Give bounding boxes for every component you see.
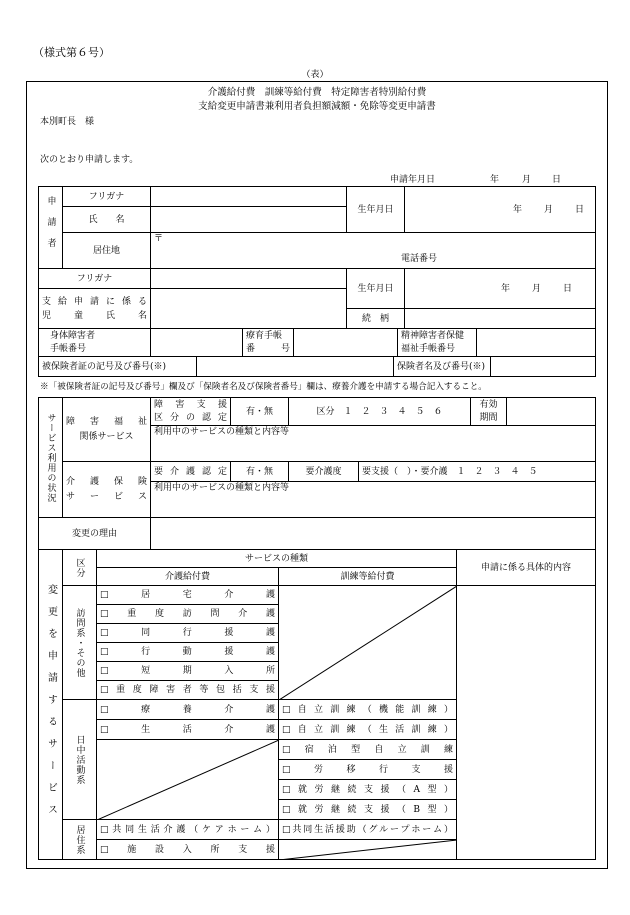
child-birth-month: 月 bbox=[531, 283, 541, 294]
rehab-handbook-field[interactable] bbox=[294, 329, 398, 357]
day-training-item[interactable]: □就労継続支援（B型） bbox=[279, 800, 457, 820]
day-training-item[interactable]: □自立訓練（生活訓練） bbox=[279, 720, 457, 740]
visit-item[interactable]: □同行援護 bbox=[97, 624, 279, 643]
applicant-name-label: 氏 名 bbox=[63, 207, 151, 233]
phone-label: 電話番号 bbox=[401, 254, 438, 264]
insurance-note: ※「被保険者証の記号及び番号」欄及び「保険者名及び保険者番号」欄は、療養介護を申請する場合記入すること。 bbox=[40, 382, 487, 392]
apply-date-label: 申請年月日 bbox=[390, 175, 436, 185]
intro-text: 次のとおり申請します。 bbox=[40, 155, 139, 165]
detail-field[interactable] bbox=[457, 586, 596, 860]
visit-item[interactable]: □短期入所 bbox=[97, 662, 279, 681]
applicant-section-label: 申請者 bbox=[39, 187, 63, 269]
insured-number-field[interactable] bbox=[197, 357, 394, 377]
visit-training-diagonal bbox=[279, 586, 457, 700]
insured-number-label: 被保険者証の記号及び番号(※) bbox=[39, 357, 197, 377]
applicant-address-field[interactable] bbox=[151, 233, 596, 269]
child-birth-year: 年 bbox=[500, 283, 510, 294]
change-services-section-label: 変更を申請するサービス bbox=[39, 550, 63, 860]
page-side-label: （表） bbox=[301, 70, 329, 80]
applicant-birth-month: 月 bbox=[543, 204, 553, 215]
residence-care-item[interactable]: □施設入所支援 bbox=[97, 840, 279, 860]
visit-item[interactable]: □居宅介護 bbox=[97, 586, 279, 605]
child-name-field[interactable] bbox=[151, 289, 347, 329]
applicant-furigana-label: フリガナ bbox=[63, 187, 151, 207]
welfare-service-label: 障害福祉 関係サービス bbox=[63, 398, 151, 462]
applicant-birth-day: 日 bbox=[574, 204, 584, 215]
care-benefit-header: 介護給付費 bbox=[97, 568, 279, 586]
valid-period-label: 有効 期間 bbox=[471, 398, 507, 426]
service-status-table bbox=[38, 397, 596, 550]
applicant-birth-year: 年 bbox=[512, 204, 522, 215]
day-training-item[interactable]: □就労継続支援（A型） bbox=[279, 780, 457, 800]
applicant-name-field[interactable] bbox=[151, 207, 347, 233]
title-line-2: 支給変更申請書兼利用者負担額減額・免除等変更申請書 bbox=[198, 101, 436, 112]
applicant-furigana-field[interactable] bbox=[151, 187, 347, 207]
residence-training-item[interactable]: □共同生活援助（グループホーム） bbox=[279, 820, 457, 840]
care-level-label: 要介護度 bbox=[289, 462, 359, 482]
day-training-item[interactable]: □自立訓練（機能訓練） bbox=[279, 700, 457, 720]
day-care-blank bbox=[97, 740, 279, 820]
visit-item[interactable]: □重度障害者等包括支援 bbox=[97, 681, 279, 700]
visit-item[interactable]: □重度訪問介護 bbox=[97, 605, 279, 624]
child-furigana-label: フリガナ bbox=[39, 269, 151, 289]
handbook-table bbox=[38, 328, 596, 357]
apply-date-year: 年 bbox=[490, 175, 500, 185]
child-relation-field[interactable] bbox=[405, 309, 596, 329]
service-type-header: サービスの種類 bbox=[97, 550, 457, 568]
support-yes-no[interactable]: 有・無 bbox=[231, 398, 289, 426]
care-class-options[interactable]: 要支援（ ）・要介護 １ ２ ３ ４ ５ bbox=[359, 462, 596, 482]
insurer-field[interactable] bbox=[491, 357, 596, 377]
service-status-section-label: サービス利用の状況 bbox=[39, 398, 63, 518]
physical-handbook-field[interactable] bbox=[151, 329, 243, 357]
child-birth-label: 生年月日 bbox=[347, 269, 405, 309]
day-care-diagonal bbox=[97, 740, 279, 820]
child-birth-field[interactable] bbox=[405, 269, 596, 309]
valid-period-field[interactable] bbox=[507, 398, 596, 426]
insurer-label: 保険者名及び番号(※) bbox=[394, 357, 491, 377]
apply-date-month: 月 bbox=[522, 175, 532, 185]
form-number: （様式第６号） bbox=[33, 46, 110, 59]
change-reason-field[interactable] bbox=[151, 518, 596, 550]
applicant-birth-field[interactable] bbox=[405, 187, 596, 233]
title-line-1: 介護給付費 訓練等給付費 特定障害者特別給付費 bbox=[207, 87, 427, 98]
rehab-handbook-label: 療育手帳 番 号 bbox=[243, 329, 294, 357]
detail-header: 申請に係る具体的内容 bbox=[457, 550, 596, 586]
insurance-table bbox=[38, 356, 596, 377]
child-table bbox=[38, 268, 596, 329]
physical-handbook-label: 身体障害者 手帳番号 bbox=[39, 329, 151, 357]
day-care-item[interactable]: □療養介護 bbox=[97, 700, 279, 720]
residence-group-label: 居住系 bbox=[63, 820, 97, 860]
care-yes-no[interactable]: 有・無 bbox=[231, 462, 289, 482]
child-name-label: 支給申請に係る 児 童 氏 名 bbox=[39, 289, 151, 329]
mental-handbook-field[interactable] bbox=[477, 329, 596, 357]
care-insurance-label: 介護保険 サービス bbox=[63, 462, 151, 518]
applicant-birth-label: 生年月日 bbox=[347, 187, 405, 233]
day-training-item[interactable]: □労移行支援 bbox=[279, 760, 457, 780]
welfare-in-use-field[interactable]: 利用中のサービスの種類と内容等 bbox=[151, 426, 596, 462]
care-cert-label: 要介護認定 bbox=[151, 462, 231, 482]
residence-care-item[interactable]: □共同生活介護（ケアホーム） bbox=[97, 820, 279, 840]
residence-training-diagonal bbox=[279, 840, 457, 860]
support-class-label: 障害支援 区分の認定 bbox=[151, 398, 231, 426]
training-benefit-header: 訓練等給付費 bbox=[279, 568, 457, 586]
category-header: 区分 bbox=[63, 550, 97, 586]
day-care-item[interactable]: □生活介護 bbox=[97, 720, 279, 740]
child-birth-day: 日 bbox=[562, 283, 572, 294]
apply-date-day: 日 bbox=[552, 175, 562, 185]
day-group-label: 日中活動系 bbox=[63, 700, 97, 820]
applicant-table bbox=[38, 186, 596, 269]
visit-item[interactable]: □行動援護 bbox=[97, 643, 279, 662]
change-reason-label: 変更の理由 bbox=[39, 518, 151, 550]
child-relation-label: 続 柄 bbox=[347, 309, 405, 329]
care-in-use-field[interactable]: 利用中のサービスの種類と内容等 bbox=[151, 482, 596, 518]
addressee: 本別町長 様 bbox=[40, 117, 95, 127]
applicant-address-label: 居住地 bbox=[63, 233, 151, 269]
support-class-options[interactable]: 区分 １ ２ ３ ４ ５ ６ bbox=[289, 398, 471, 426]
mental-handbook-label: 精神障害者保健 福祉手帳番号 bbox=[398, 329, 477, 357]
day-training-item[interactable]: □宿泊型自立訓練 bbox=[279, 740, 457, 760]
postal-mark: 〒 bbox=[154, 234, 164, 244]
visit-training-blank bbox=[279, 586, 457, 700]
residence-training-blank bbox=[279, 840, 457, 860]
change-services-table bbox=[38, 549, 596, 860]
visit-group-label: 訪問系・その他 bbox=[63, 586, 97, 700]
child-furigana-field[interactable] bbox=[151, 269, 347, 289]
